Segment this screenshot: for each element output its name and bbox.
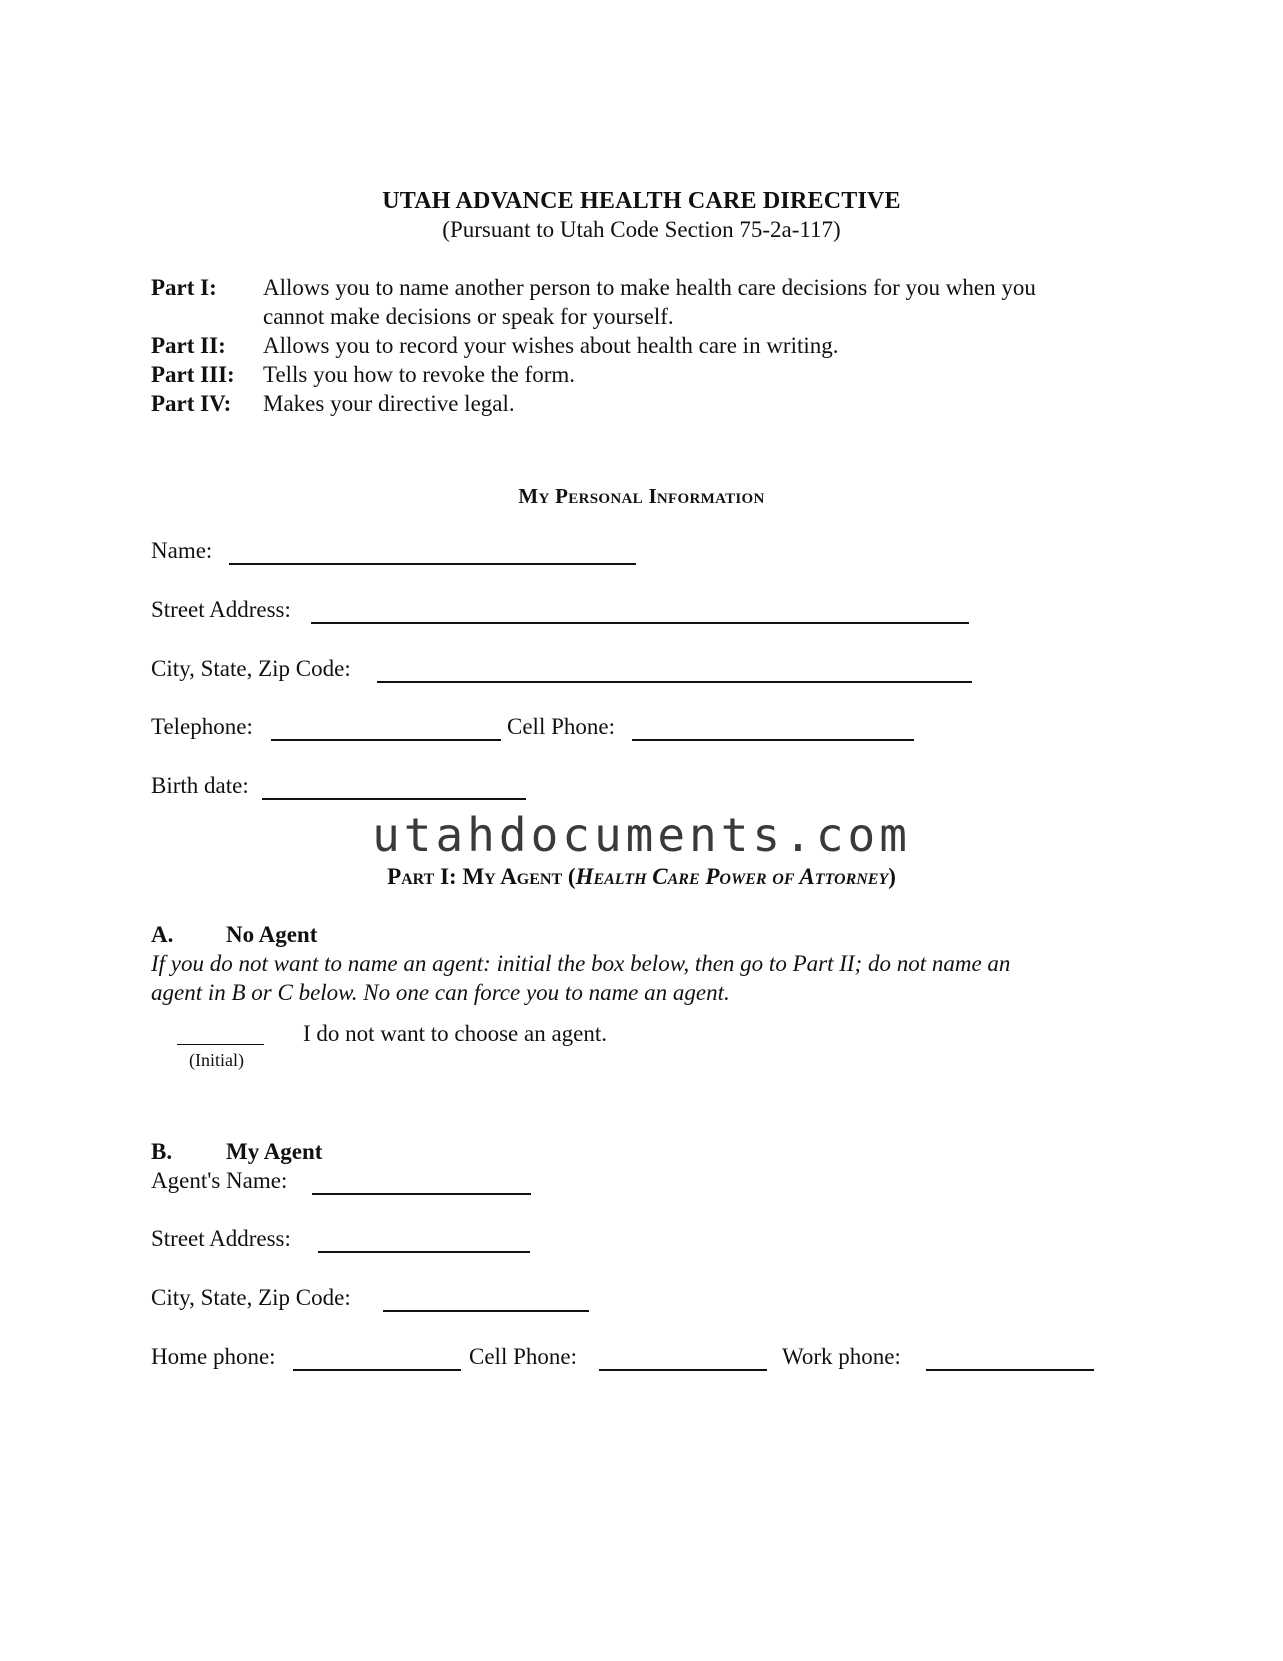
part-1-agent-heading (0, 864, 1283, 890)
part-1-description-line2: cannot make decisions or speak for yourself. (263, 304, 674, 329)
document-title: UTAH ADVANCE HEALTH CARE DIRECTIVE (382, 188, 901, 214)
part-2-description: Allows you to record your wishes about health care in writing. (263, 333, 839, 358)
section-b-title: My Agent (226, 1139, 323, 1164)
section-a-instruction-line2: agent in B or C below. No one can force you to name an agent. (151, 980, 730, 1005)
agent-street-address-label: Street Address: (151, 1226, 291, 1251)
agent-name-label: Agent's Name: (151, 1168, 288, 1193)
agent-cell-phone-field[interactable] (599, 1369, 767, 1371)
agent-city-state-zip-label: City, State, Zip Code: (151, 1285, 351, 1310)
personal-info-heading: My Personal Information (518, 484, 765, 508)
section-a-title: No Agent (226, 922, 318, 947)
section-b-letter: B. (151, 1139, 173, 1164)
agent-cell-phone-label: Cell Phone: (469, 1344, 577, 1369)
street-address-label: Street Address: (151, 597, 291, 622)
telephone-label: Telephone: (151, 714, 253, 739)
birth-date-field[interactable] (262, 798, 526, 800)
initial-label: (Initial) (189, 1050, 244, 1070)
part-4-label: Part IV: (151, 391, 232, 416)
part-1-heading-prefix: Part I: My Agent ( (387, 864, 576, 889)
initial-field[interactable] (177, 1044, 264, 1045)
agent-home-phone-label: Home phone: (151, 1344, 276, 1369)
street-address-field[interactable] (311, 622, 969, 624)
telephone-field[interactable] (271, 739, 501, 741)
no-agent-statement: I do not want to choose an agent. (303, 1021, 608, 1046)
section-a-letter: A. (151, 922, 174, 947)
cell-phone-field[interactable] (632, 739, 914, 741)
part-1-description-line1: Allows you to name another person to make health care decisions for you when you (263, 275, 1036, 300)
cell-phone-label: Cell Phone: (507, 714, 615, 739)
agent-work-phone-label: Work phone: (782, 1344, 901, 1369)
part-3-label: Part III: (151, 362, 235, 387)
agent-work-phone-field[interactable] (926, 1369, 1094, 1371)
watermark-text: utahdocuments.com (372, 808, 911, 862)
part-1-heading-italic: Health Care Power of Attorney (575, 864, 889, 889)
section-a-instruction-line1: If you do not want to name an agent: initial the box below, then go to Part II; do not name an (151, 951, 1011, 976)
part-3-description: Tells you how to revoke the form. (263, 362, 576, 387)
birth-date-label: Birth date: (151, 773, 249, 798)
city-state-zip-field[interactable] (377, 681, 972, 683)
agent-street-address-field[interactable] (318, 1251, 530, 1253)
agent-city-state-zip-field[interactable] (383, 1310, 589, 1312)
agent-name-field[interactable] (312, 1193, 531, 1195)
part-1-heading-suffix: ) (888, 864, 896, 889)
agent-home-phone-field[interactable] (293, 1369, 461, 1371)
name-field[interactable] (229, 563, 636, 565)
part-1-label: Part I: (151, 275, 217, 300)
city-state-zip-label: City, State, Zip Code: (151, 656, 351, 681)
name-label: Name: (151, 538, 213, 563)
document-subtitle: (Pursuant to Utah Code Section 75-2a-117) (442, 217, 841, 242)
part-4-description: Makes your directive legal. (263, 391, 515, 416)
part-2-label: Part II: (151, 333, 226, 358)
